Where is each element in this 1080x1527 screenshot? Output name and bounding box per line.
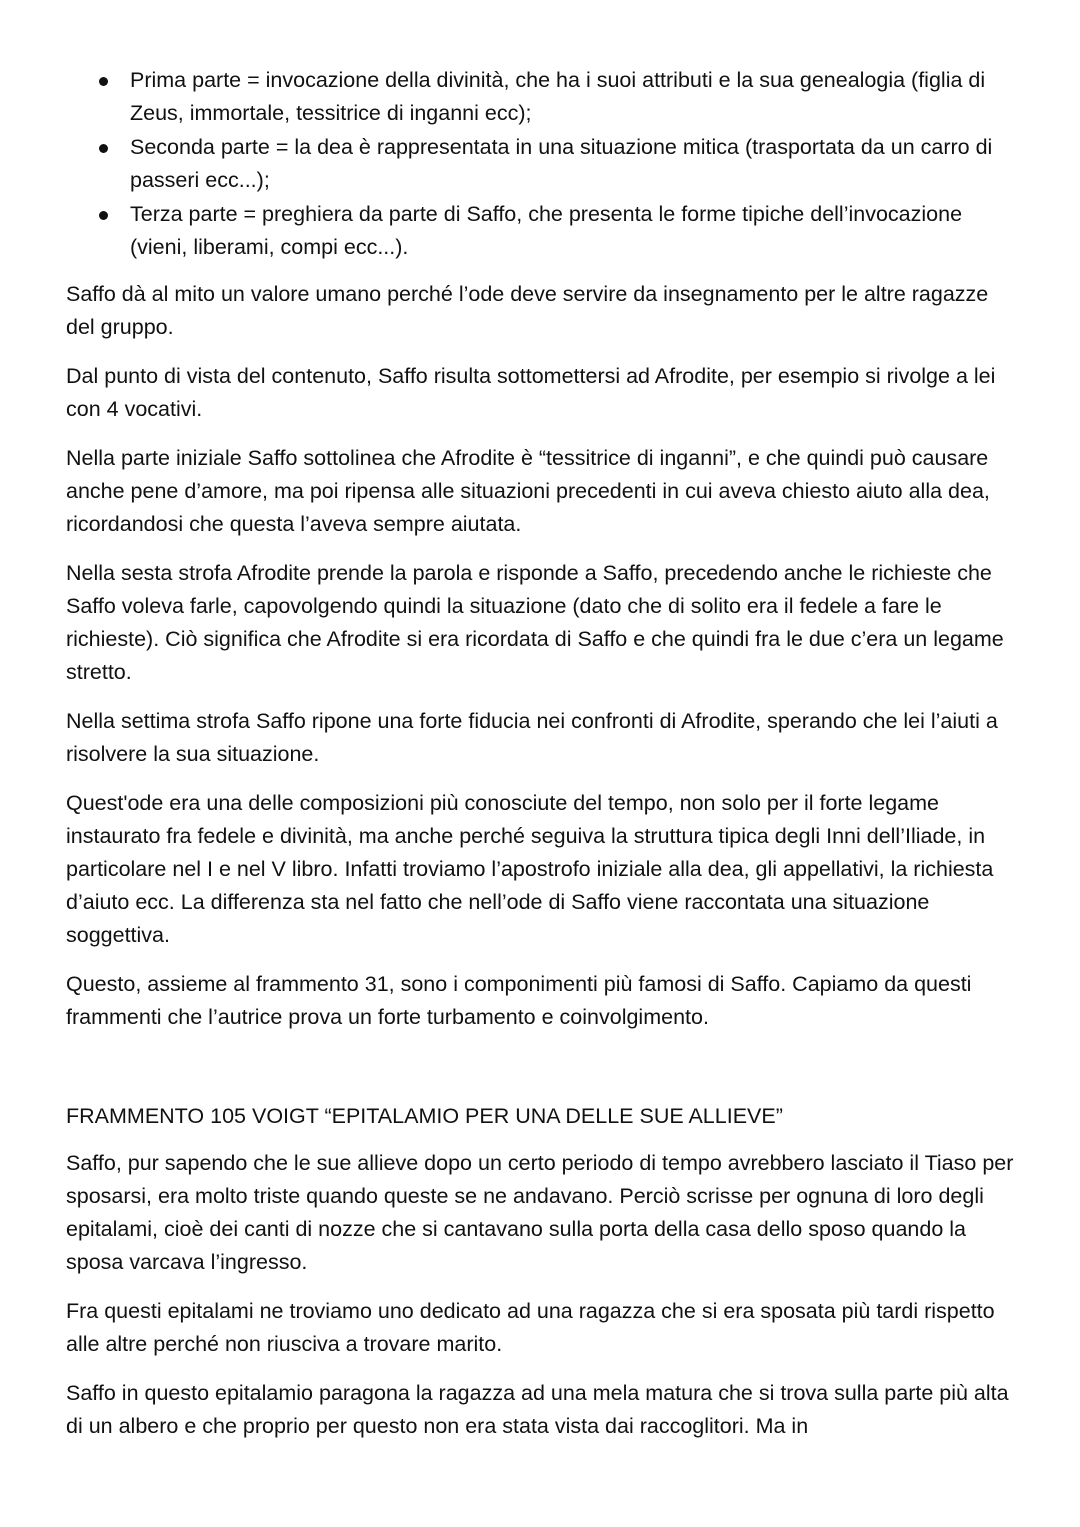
paragraph: Nella settima strofa Saffo ripone una forte fiducia nei confronti di Afrodite, sperando che lei l’aiuti a risolvere la sua situazione. xyxy=(66,709,998,766)
paragraph: Saffo in questo epitalamio paragona la ragazza ad una mela matura che si trova sulla parte più alta di un albero e che proprio per questo non era stata vista dai raccoglitori. Ma in xyxy=(66,1381,1009,1438)
paragraph: Nella parte iniziale Saffo sottolinea che Afrodite è “tessitrice di inganni”, e che quindi può causare anche pene d’amore, ma poi ripensa alle situazioni precedenti in cui aveva chiesto aiuto alla dea, ricordandosi che questa l’aveva sempre aiutata. xyxy=(66,446,990,536)
bullet-text: Seconda parte = la dea è rappresentata in una situazione mitica (trasportata da un carro di passeri ecc...); xyxy=(130,135,993,192)
bullet-item xyxy=(66,198,1016,264)
paragraph: Dal punto di vista del contenuto, Saffo risulta sottomettersi ad Afrodite, per esempio si rivolge a lei con 4 vocativi. xyxy=(66,364,996,421)
paragraph: Quest'ode era una delle composizioni più conosciute del tempo, non solo per il forte legame instaurato fra fedele e divinità, ma anche perché seguiva la struttura tipica degli Inni dell’Iliade, in particolare nel I e nel V libro. Infatti troviamo l’apostrofo iniziale alla dea, gli appellativi, la richiesta d’aiuto ecc. La differenza sta nel fatto che nell’ode di Saffo viene raccontata una situazione soggettiva. xyxy=(66,791,994,947)
bullet-text: Prima parte = invocazione della divinità, che ha i suoi attributi e la sua genealogia (figlia di Zeus, immortale, tessitrice di inganni ecc); xyxy=(130,68,986,125)
paragraph: Saffo dà al mito un valore umano perché l’ode deve servire da insegnamento per le altre ragazze del gruppo. xyxy=(66,282,989,339)
paragraph: Saffo, pur sapendo che le sue allieve dopo un certo periodo di tempo avrebbero lasciato il Tiaso per sposarsi, era molto triste quando queste se ne andavano. Perciò scrisse per ognuna di loro degli epitalami, cioè dei canti di nozze che si cantavano sulla porta della casa dello sposo quando la sposa varcava l’ingresso. xyxy=(66,1151,1014,1274)
document-page xyxy=(66,64,1016,1459)
bullet-icon xyxy=(99,144,108,153)
bullet-item xyxy=(66,64,1016,130)
bullet-icon xyxy=(99,77,108,86)
paragraph: Nella sesta strofa Afrodite prende la parola e risponde a Saffo, precedendo anche le richieste che Saffo voleva farle, capovolgendo quindi la situazione (dato che di solito era il fedele a fare le richieste). Ciò significa che Afrodite si era ricordata di Saffo e che quindi fra le due c’era un legame stretto. xyxy=(66,561,1004,684)
bullet-list xyxy=(66,64,1016,264)
paragraph: Questo, assieme al frammento 31, sono i componimenti più famosi di Saffo. Capiamo da questi frammenti che l’autrice prova un forte turbamento e coinvolgimento. xyxy=(66,972,972,1029)
bullet-text: Terza parte = preghiera da parte di Saffo, che presenta le forme tipiche dell’invocazione (vieni, liberami, compi ecc...). xyxy=(130,202,963,259)
bullet-icon xyxy=(99,211,108,220)
paragraph: Fra questi epitalami ne troviamo uno dedicato ad una ragazza che si era sposata più tardi rispetto alle altre perché non riusciva a trovare marito. xyxy=(66,1299,995,1356)
bullet-item xyxy=(66,131,1016,197)
section-heading: FRAMMENTO 105 VOIGT “EPITALAMIO PER UNA DELLE SUE ALLIEVE” xyxy=(66,1104,783,1128)
